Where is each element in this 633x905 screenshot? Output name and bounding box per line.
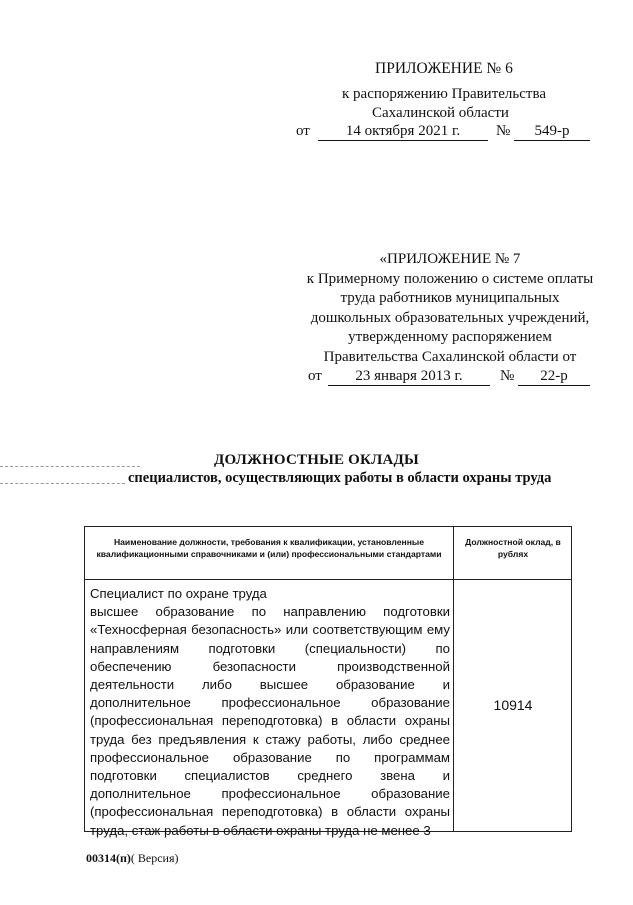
appendix-7-title: «ПРИЛОЖЕНИЕ № 7 bbox=[379, 251, 521, 267]
table-header-divider bbox=[85, 579, 571, 580]
salary-table bbox=[84, 526, 572, 838]
appendix-6-line1: к распоряжению Правительства bbox=[342, 86, 547, 102]
appendix-7-line: труда работников муниципальных bbox=[340, 290, 560, 306]
appendix-6-date: 14 октября 2021 г. bbox=[318, 122, 488, 141]
appendix-7-date-row bbox=[290, 367, 610, 387]
document-version: ( Версия) bbox=[130, 851, 179, 865]
appendix-6-date-row bbox=[296, 122, 596, 142]
document-code: 00314(п) bbox=[86, 851, 131, 865]
appendix-7-number: 22-р bbox=[518, 367, 590, 386]
appendix-6-title: ПРИЛОЖЕНИЕ № 6 bbox=[375, 60, 513, 77]
appendix-7-date: 23 января 2013 г. bbox=[328, 367, 490, 386]
appendix-6-from-label: от bbox=[296, 123, 310, 139]
document-title: ДОЛЖНОСТНЫЕ ОКЛАДЫ bbox=[214, 452, 419, 468]
salary-value: 10914 bbox=[493, 697, 533, 713]
document-subtitle: специалистов, осуществляющих работы в области охраны труда bbox=[128, 470, 552, 486]
table-column-divider bbox=[453, 527, 454, 831]
appendix-7-number-label: № bbox=[500, 368, 515, 384]
scan-mark-left-2 bbox=[0, 483, 125, 484]
appendix-7-from-label: от bbox=[308, 368, 322, 384]
position-requirements: высшее образование по направлению подготовки «Техносферная безопасность» или соответствующим ему направлениям подготовки (специальности) по обеспечению безопасности производственной деятельности либо высшее образование и дополнительное профессиональное образование (профессиональная переподготовка) в области охраны труда без предъявления к стажу работы, либо среднее профессиональное образование по программам подготовки специалистов среднего звена и дополнительное профессиональное образование (профессиональная переподготовка) в области охраны труда, стаж работы в области охраны труда не менее 3 bbox=[90, 604, 450, 838]
appendix-7-block bbox=[290, 250, 610, 387]
document-footer bbox=[86, 851, 179, 866]
appendix-6-line2: Сахалинской области bbox=[372, 105, 509, 121]
appendix-7-line: дошкольных образовательных учреждений, bbox=[310, 309, 590, 326]
table-header-salary: Должностной оклад, в рублях bbox=[465, 537, 561, 559]
table-row bbox=[90, 585, 450, 840]
table-header-position: Наименование должности, требования к квалификации, установленные квалификационными справочниками и (или) профессиональными стандартами bbox=[96, 537, 442, 559]
appendix-7-line: утвержденному распоряжением bbox=[348, 329, 552, 345]
appendix-6-number: 549-р bbox=[514, 122, 590, 141]
position-name: Специалист по охране труда bbox=[90, 586, 267, 601]
appendix-6-number-label: № bbox=[496, 123, 511, 139]
appendix-7-line: Правительства Сахалинской области от bbox=[323, 348, 577, 365]
appendix-7-line: к Примерному положению о системе оплаты bbox=[306, 270, 594, 287]
